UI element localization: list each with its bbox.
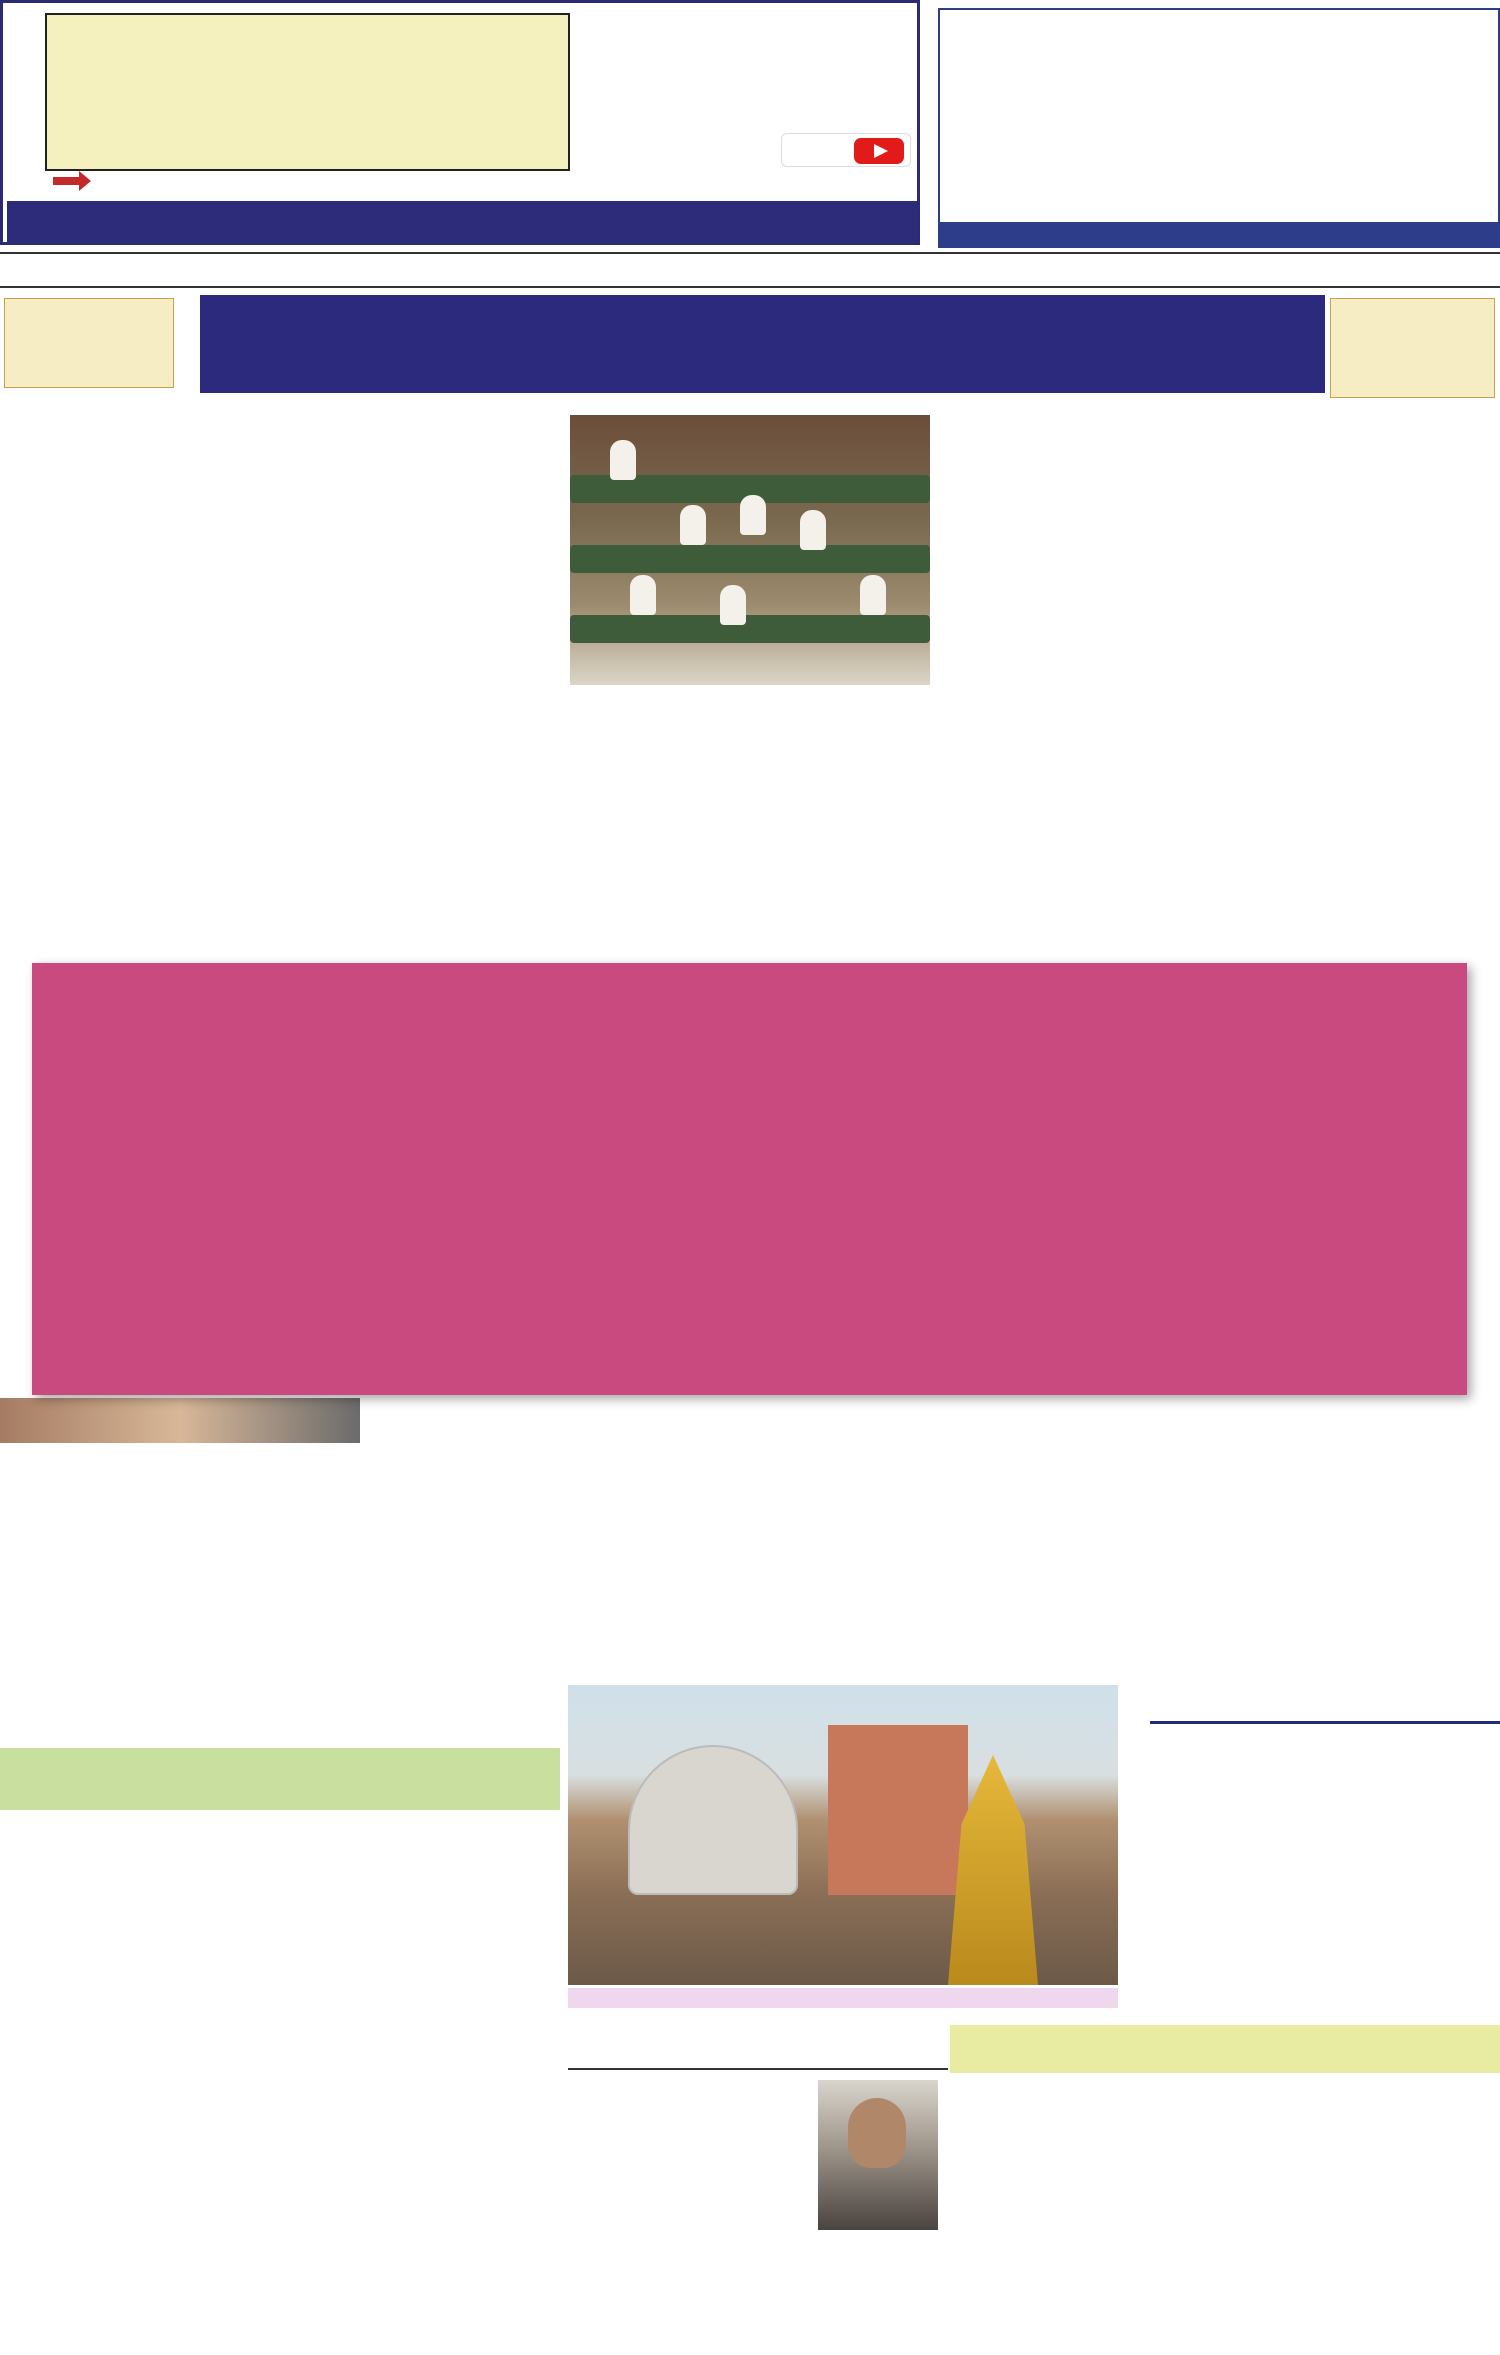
railway-headline (0, 1748, 560, 1810)
gyanvapi-photo (568, 1685, 1118, 1985)
photo-caption (568, 1988, 1118, 2008)
photo-strip (0, 1398, 360, 1443)
issue-info-bar (0, 252, 1500, 288)
main-headline (200, 295, 1325, 393)
promo-logo (723, 13, 913, 198)
derek-photo (818, 2080, 938, 2230)
youtube-badge[interactable] (781, 133, 911, 167)
right-column-headline (1330, 298, 1495, 398)
youtube-promo-box (0, 0, 920, 245)
gyanvapi-headline (1130, 1728, 1500, 1760)
derek-headline (568, 2030, 948, 2070)
youtube-play-icon (854, 138, 904, 164)
left-column-headline (4, 298, 174, 388)
masthead-logo (1070, 45, 1360, 195)
newsclick-kicker (0, 2030, 560, 2070)
railway-kicker (0, 1705, 560, 1745)
masthead-published-bar (940, 222, 1498, 246)
gyanvapi-kicker (1150, 1688, 1500, 1724)
advertisement-banner[interactable] (32, 963, 1467, 1395)
masthead (938, 8, 1500, 248)
promo-footer (7, 201, 917, 243)
newsclick-headline (0, 2074, 560, 2122)
youtube-channel-link[interactable] (45, 173, 570, 195)
promo-text (45, 13, 570, 171)
contact-info (1322, 255, 1332, 270)
supreme-court-headline (950, 2025, 1500, 2073)
parliament-photo (570, 415, 930, 685)
arrow-right-icon (53, 177, 81, 185)
